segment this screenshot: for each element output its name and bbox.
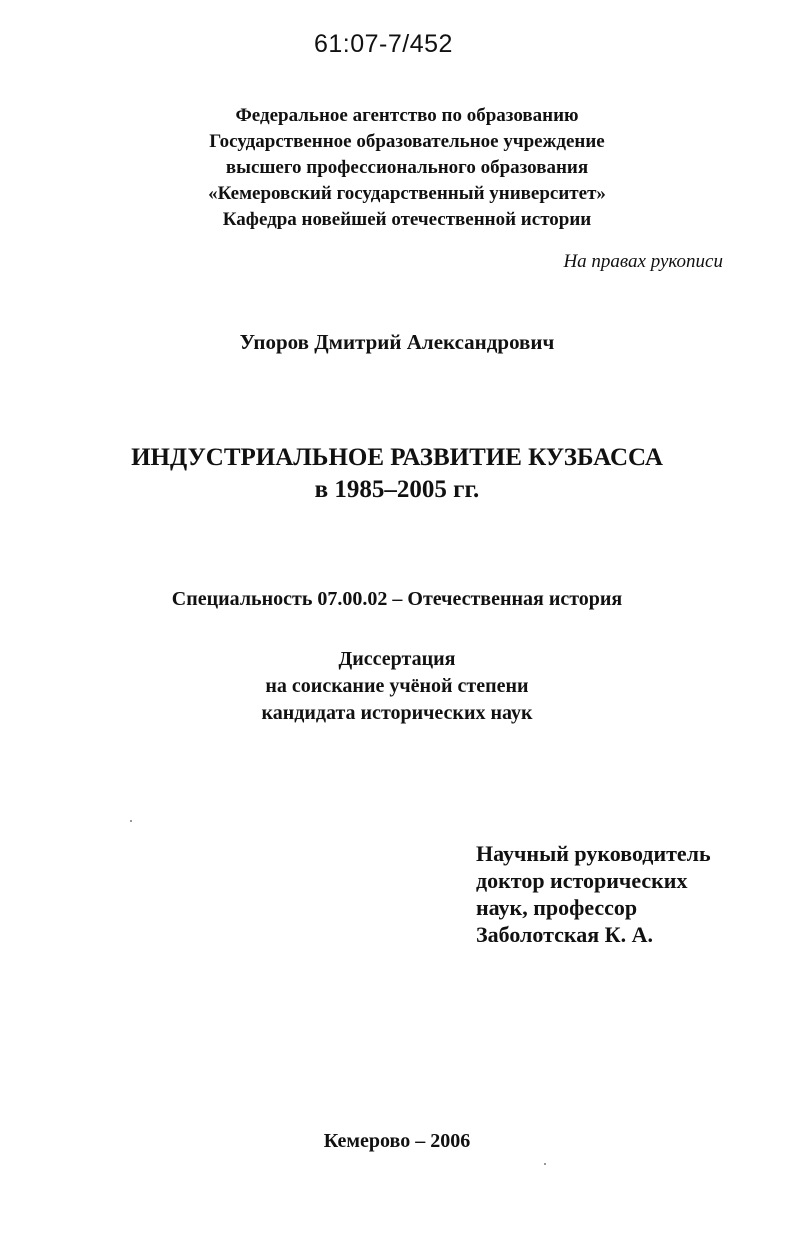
supervisor-block	[476, 840, 711, 948]
specialty: Специальность 07.00.02 – Отечественная история	[171, 588, 623, 610]
organization-line: Федеральное агентство по образованию	[235, 105, 579, 126]
dissertation-type: Диссертация	[338, 648, 456, 670]
organization-block	[10, 103, 794, 233]
organization-line: высшего профессионального образования	[225, 157, 589, 178]
author-name: Упоров Дмитрий Александрович	[239, 330, 555, 354]
dissertation-info	[0, 646, 794, 727]
dissertation-degree: кандидата исторических наук	[261, 702, 533, 724]
title-line-1: ИНДУСТРИАЛЬНОЕ РАЗВИТИЕ КУЗБАССА	[131, 444, 663, 471]
supervisor-degree: доктор исторических	[476, 868, 688, 893]
scan-speck	[130, 820, 132, 822]
supervisor-title: наук, профессор	[476, 895, 638, 920]
dissertation-purpose: на соискание учёной степени	[265, 675, 529, 697]
catalog-number: 61:07-7/452	[314, 30, 453, 58]
scan-speck	[544, 1163, 546, 1165]
supervisor-role: Научный руководитель	[476, 841, 711, 866]
manuscript-note: На правах рукописи	[563, 251, 723, 272]
title-line-2: в 1985–2005 гг.	[314, 476, 480, 503]
dissertation-title	[0, 442, 794, 506]
department-line: Кафедра новейшей отечественной истории	[222, 209, 592, 230]
organization-line: «Кемеровский государственный университет»	[208, 183, 606, 204]
city-year: Кемерово – 2006	[323, 1130, 471, 1152]
organization-line: Государственное образовательное учреждение	[209, 131, 605, 152]
supervisor-name: Заболотская К. А.	[476, 922, 654, 947]
